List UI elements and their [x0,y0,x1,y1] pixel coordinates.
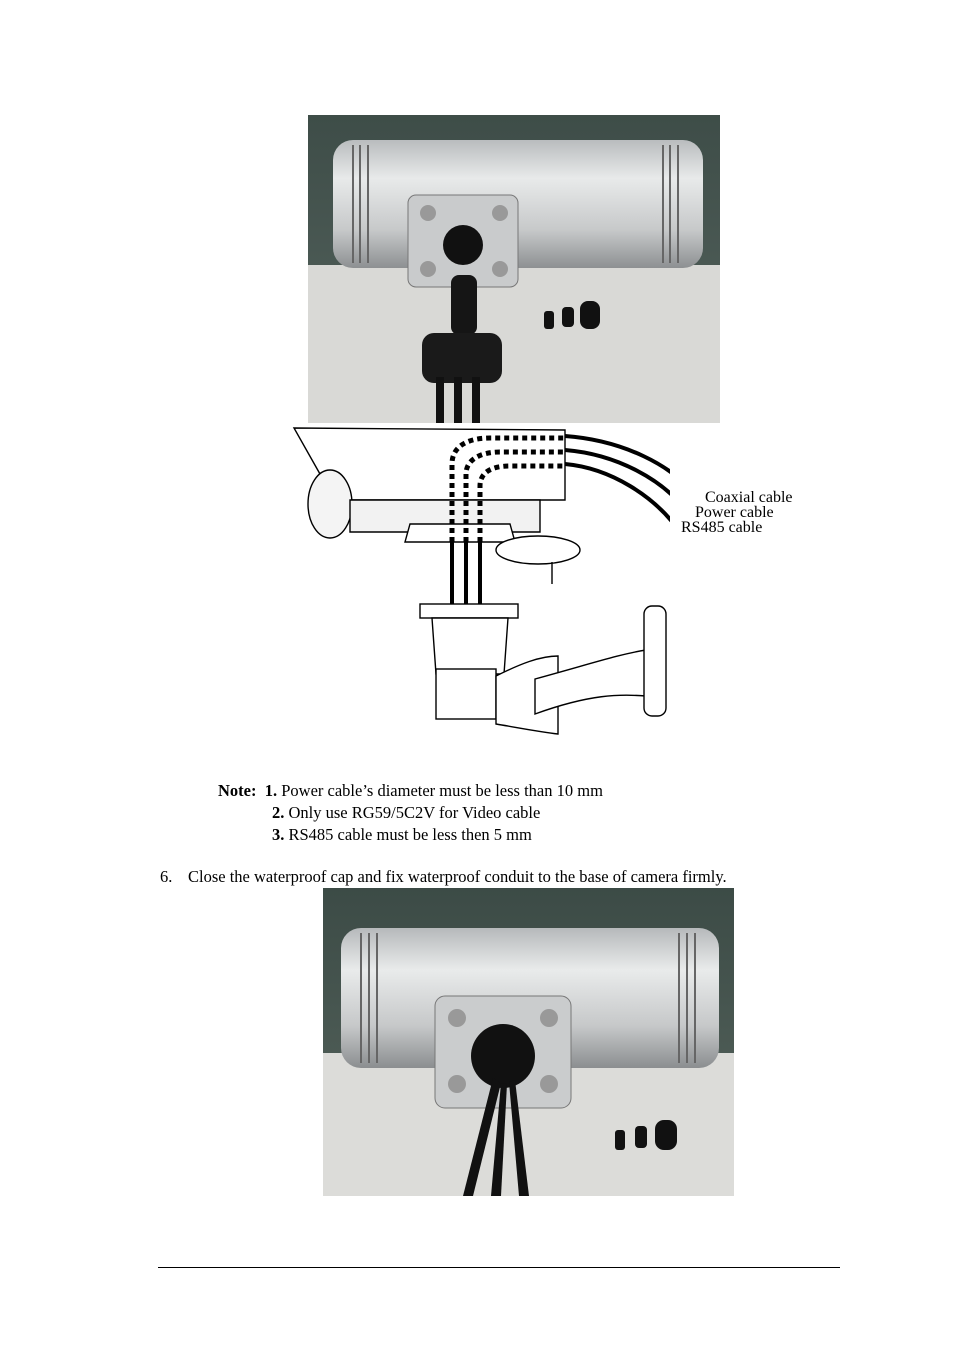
note-item-1 [218,780,603,802]
note-item-number: 3. [272,825,285,844]
note-item-text: Power cable’s diameter must be less than 10 mm [281,781,603,800]
coaxial-cable-label: Coaxial cable [705,489,793,506]
camera-photo-open-gland [308,115,720,423]
note-item-text: Only use RG59/5C2V for Video cable [288,803,541,822]
step-6 [160,867,727,887]
note-item-number: 1. [264,781,278,800]
camera-photo-closed-gland [323,888,734,1196]
step-number: 6. [160,867,173,886]
note-prefix: Note: [218,781,257,800]
footer-rule [158,1267,840,1268]
power-cable-label: Power cable [695,504,774,521]
rs485-cable-label: RS485 cable [681,519,763,536]
note-block [218,780,603,846]
note-item-number: 2. [272,803,285,822]
cable-routing-diagram [290,424,670,740]
step-text: Close the waterproof cap and fix waterproof conduit to the base of camera firmly. [188,867,727,886]
note-item-3 [218,824,603,846]
note-item-2 [218,802,603,824]
note-item-text: RS485 cable must be less then 5 mm [288,825,532,844]
